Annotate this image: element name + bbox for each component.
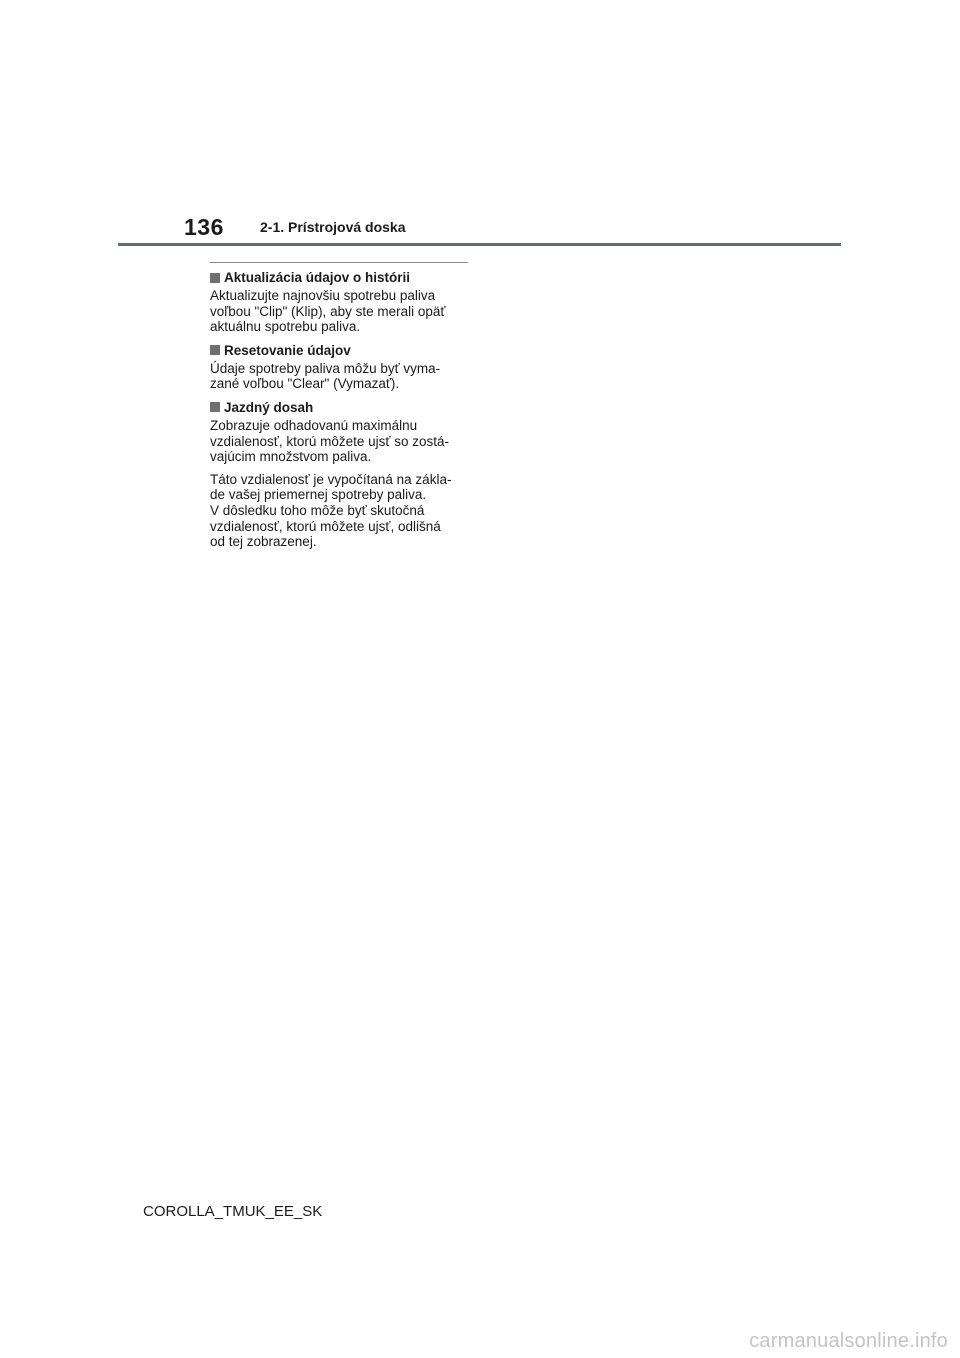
section-driving-range bbox=[210, 399, 470, 550]
square-bullet-icon bbox=[210, 402, 220, 412]
section-paragraph: Zobrazuje odhadovanú maximálnu vzdialenosť, ktorú môžete ujsť so zostá- vajúcim množstvom paliva. bbox=[210, 417, 449, 465]
section-paragraph: Táto vzdialenosť je vypočítaná na zákla- de vašej priemernej spotreby paliva. V dôsledku toho môže byť skutočná vzdialenosť, ktorú môžete ujsť, odlišná od tej zobrazenej. bbox=[210, 471, 452, 550]
section-history-update bbox=[210, 269, 470, 335]
page-number: 136 bbox=[184, 214, 224, 240]
column-top-rule bbox=[210, 262, 468, 263]
section-heading bbox=[210, 399, 470, 416]
section-heading-text: Aktualizácia údajov o histórii bbox=[224, 270, 411, 285]
section-heading bbox=[210, 269, 470, 286]
header-rule bbox=[118, 243, 841, 246]
content-column bbox=[210, 262, 470, 557]
section-paragraph: Údaje spotreby paliva môžu byť vyma- zané voľbou "Clear" (Vymazať). bbox=[210, 360, 441, 392]
section-paragraph: Aktualizujte najnovšiu spotrebu paliva voľbou "Clip" (Klip), aby ste merali opäť aktuálnu spotrebu paliva. bbox=[210, 288, 446, 335]
watermark: carmanualsonline.info bbox=[749, 1330, 948, 1352]
section-title: 2-1. Prístrojová doska bbox=[260, 219, 406, 235]
footer-document-code: COROLLA_TMUK_EE_SK bbox=[143, 1203, 323, 1220]
section-heading-text: Jazdný dosah bbox=[224, 399, 314, 415]
section-data-reset bbox=[210, 342, 470, 392]
square-bullet-icon bbox=[210, 273, 220, 283]
section-heading-text: Resetovanie údajov bbox=[224, 342, 351, 358]
section-heading bbox=[210, 342, 470, 359]
square-bullet-icon bbox=[210, 345, 220, 355]
